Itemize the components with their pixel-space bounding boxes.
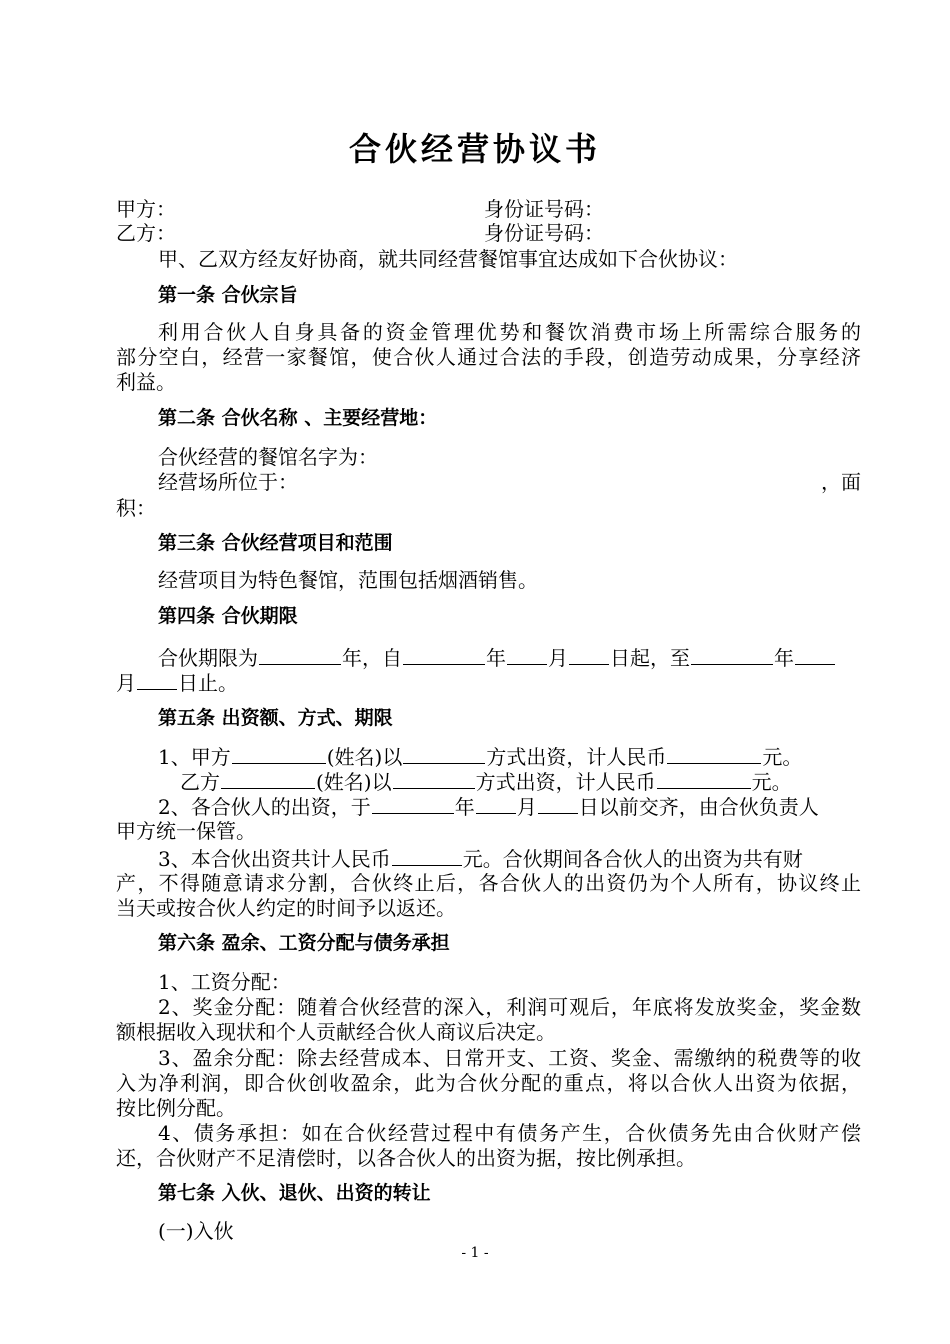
- article-4-heading: 第四条 合伙期限: [158, 605, 298, 627]
- admission-subsection: (一)入伙: [158, 1219, 234, 1243]
- deadline-month-blank[interactable]: [476, 794, 516, 814]
- surplus-distribution-line-3: 按比例分配。: [116, 1096, 236, 1120]
- contribution-total-line-2: 产，不得随意请求分割，合伙终止后，各合伙人的出资仍为个人所有，协议终止: [116, 871, 861, 895]
- article-3-text: 经营项目为特色餐馆，范围包括烟酒销售。: [158, 568, 538, 592]
- total-text-1: 3、本合伙出资共计人民币: [158, 847, 391, 871]
- party-a-id-label: 身份证号码：: [484, 197, 604, 221]
- article-2-heading: 第二条 合伙名称 、主要经营地：: [158, 407, 438, 429]
- article-1-line-1: 利用合伙人自身具备的资金管理优势和餐饮消费市场上所需综合服务的: [158, 320, 861, 344]
- contribution-deadline: [158, 794, 861, 819]
- business-place-line: [158, 470, 861, 494]
- bonus-distribution-line-1: 2、奖金分配：随着合伙经营的深入，利润可观后，年底将发放奖金，奖金数: [158, 995, 861, 1019]
- term-text-5: 日起，至: [610, 646, 690, 670]
- contribution-deadline-cont: 甲方统一保管。: [116, 819, 256, 843]
- business-place-label: 经营场所位于：: [158, 470, 298, 494]
- term-text-2: 年，自: [342, 646, 402, 670]
- contribution-party-a: [158, 744, 861, 769]
- party-a-row: [116, 197, 861, 221]
- debt-bearing-line-1: 4、债务承担：如在合伙经营过程中有债务产生，合伙债务先由合伙财产偿: [158, 1121, 861, 1145]
- article-1-line-2: 部分空白，经营一家餐馆，使合伙人通过合法的手段，创造劳动成果，分享经济: [116, 345, 861, 369]
- article-5-heading: 第五条 出资额、方式、期限: [158, 707, 393, 729]
- party-a-label: 甲方：: [116, 197, 176, 221]
- restaurant-name-line: 合伙经营的餐馆名字为：: [158, 445, 378, 469]
- contribution-a-text-3: 方式出资，计人民币: [486, 745, 667, 769]
- party-b-id-label: 身份证号码：: [484, 221, 604, 245]
- surplus-distribution-line-1: 3、盈余分配：除去经营成本、日常开支、工资、奖金、需缴纳的税费等的收: [158, 1046, 861, 1070]
- page-number: - 1 -: [461, 1245, 489, 1261]
- end-month-blank[interactable]: [795, 645, 835, 665]
- term-line: [158, 645, 861, 670]
- contribution-b-text-1: 乙方: [180, 770, 220, 794]
- end-day-blank[interactable]: [137, 670, 177, 690]
- party-b-row: [116, 221, 861, 245]
- article-3-heading: 第三条 合伙经营项目和范围: [158, 532, 393, 554]
- start-day-blank[interactable]: [569, 645, 609, 665]
- term-text-6: 年: [774, 646, 794, 670]
- deadline-text-2: 年: [454, 795, 475, 819]
- area-continuation: 积：: [116, 496, 156, 520]
- contribution-a-text-1: 1、甲方: [158, 745, 231, 769]
- term-text-3: 年: [486, 646, 506, 670]
- contribution-a-text-4: 元。: [762, 745, 803, 769]
- start-month-blank[interactable]: [507, 645, 547, 665]
- debt-bearing-line-2: 还，合伙财产不足清偿时，以各合伙人的出资为据，按比例承担。: [116, 1146, 696, 1170]
- total-text-2: 元。合伙期间各合伙人的出资为共有财: [462, 847, 803, 871]
- term-line-2: [116, 670, 861, 695]
- article-7-heading: 第七条 入伙、退伙、出资的转让: [158, 1182, 431, 1204]
- deadline-day-blank[interactable]: [538, 794, 578, 814]
- term-years-blank[interactable]: [259, 645, 341, 665]
- article-1-heading: 第一条 合伙宗旨: [158, 284, 298, 306]
- deadline-year-blank[interactable]: [372, 794, 454, 814]
- article-6-heading: 第六条 盈余、工资分配与债务承担: [158, 932, 450, 954]
- intro-text: 甲、乙双方经友好协商，就共同经营餐馆事宜达成如下合伙协议：: [158, 247, 738, 271]
- article-1-line-3: 利益。: [116, 370, 176, 394]
- party-b-method-blank[interactable]: [393, 769, 475, 789]
- term-text-7: 月: [116, 671, 136, 695]
- contribution-total-line-3: 当天或按合伙人约定的时间予以返还。: [116, 896, 456, 920]
- surplus-distribution-line-2: 入为净利润，即合伙创收盈余，此为合伙分配的重点，将以合伙人出资为依据，: [116, 1071, 861, 1095]
- total-amount-blank[interactable]: [392, 846, 462, 866]
- party-a-name-blank[interactable]: [232, 744, 326, 764]
- party-b-amount-blank[interactable]: [657, 769, 751, 789]
- bonus-distribution-line-2: 额根据收入现状和个人贡献经合伙人商议后决定。: [116, 1020, 556, 1044]
- salary-distribution: 1、工资分配：: [158, 970, 291, 994]
- party-a-amount-blank[interactable]: [667, 744, 761, 764]
- area-label: ，面: [821, 470, 861, 494]
- party-b-name-blank[interactable]: [221, 769, 315, 789]
- start-year-blank[interactable]: [403, 645, 485, 665]
- contribution-b-text-3: 方式出资，计人民币: [475, 770, 656, 794]
- term-text-1: 合伙期限为: [158, 646, 258, 670]
- party-b-label: 乙方：: [116, 221, 176, 245]
- deadline-text-4: 日以前交齐，由合伙负责人: [578, 795, 819, 819]
- document-title: 合伙经营协议书: [348, 130, 601, 168]
- end-year-blank[interactable]: [691, 645, 773, 665]
- contribution-total: [158, 846, 861, 871]
- contribution-a-text-2: (姓名)以: [326, 745, 403, 769]
- term-text-8: 日止。: [178, 671, 238, 695]
- contribution-party-b: [180, 769, 861, 794]
- deadline-text-3: 月: [516, 795, 537, 819]
- contribution-b-text-2: (姓名)以: [316, 770, 392, 794]
- party-a-method-blank[interactable]: [403, 744, 485, 764]
- term-text-4: 月: [548, 646, 568, 670]
- deadline-text-1: 2、各合伙人的出资，于: [158, 795, 371, 819]
- contribution-b-text-4: 元。: [751, 770, 792, 794]
